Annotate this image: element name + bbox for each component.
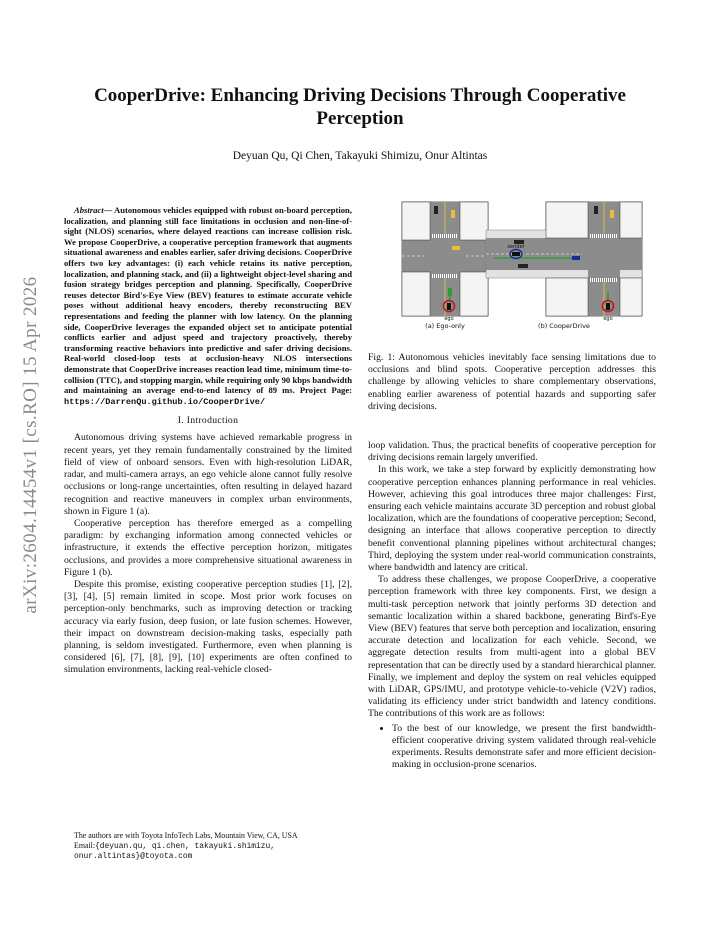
intro-paragraph: In this work, we take a step forward by explicitly demonstrating how cooperative perception enhances planning performance in real vehicles. However, achieving this goal introduces three major challenges: First, ensuring each vehicle maintains accurate 3D perception and robust global localization, which are the foundations of cooperative perception; Second, designing an interface that allows cooperative perception to directly benefit conventional planning pipelines without architectural changes; Third, deploying the system under real-world communication constraints, where bandwidth and latency are critical.: [368, 464, 656, 574]
panel-b-label: (b) CooperDrive: [538, 322, 590, 330]
panel-a-scene: [402, 202, 488, 322]
figure-1-image: [368, 198, 656, 348]
arxiv-sidebar: [20, 245, 42, 645]
footnote-email: [64, 841, 352, 862]
contribution-item: • To the best of our knowledge, we present the first bandwidth-efficient cooperative driving system validated through real-vehicle experiments. Results demonstrate safer and more efficient decision-making in occlusion-prone scenarios.: [392, 723, 656, 772]
panel-a-label: (a) Ego-only: [425, 322, 465, 330]
intro-paragraph: loop validation. Thus, the practical benefits of cooperative perception for driving decisions remain largely unverified.: [368, 440, 656, 464]
right-column: [368, 440, 656, 771]
footnote-email-addresses: {deyuan.qu, qi.chen, takayuki.shimizu, onur.altintas}@toyota.com: [74, 841, 275, 862]
footnote: [64, 831, 352, 862]
intro-paragraph: Autonomous driving systems have achieved remarkable progress in recent years, yet they remain fundamentally constrained by the limited field of view of onboard sensors. Even with high-resolution LiDAR, radar, and multi-camera arrays, an ego vehicle alone cannot fully resolve occlusions or long-range uncertainties, often resulting in delayed hazard recognition and reactive maneuvers in complex urban environments, shown in Figure 1 (a).: [64, 432, 352, 517]
contribution-list: [368, 723, 656, 772]
abstract-label: Abstract: [74, 205, 104, 215]
label-ego-b: ego: [603, 316, 613, 322]
figure-1-caption: Fig. 1: Autonomous vehicles inevitably face sensing limitations due to occlusions and blind spots. Cooperative perception addresses this challenge by allowing vehicles to share complementary observations, enabling earlier awareness of potential hazards and supporting safer driving decisions.: [368, 352, 656, 412]
intro-paragraph: To address these challenges, we propose CooperDrive, a cooperative perception framework with three key components. First, we design a multi-task perception network that jointly performs 3D detection and semantic localization within a shared backbone, generating Bird's-Eye View (BEV) features that serve both perception and localization, ensuring accurate detection and localization for each vehicle. Second, we aggregate detection results from multi-agent into a global BEV representation that can be directly used by a standard hierarchical planner. Finally, we implement and deploy the system on real vehicles equipped with LiDAR, GPS/IMU, and prototype vehicle-to-vehicle (V2V) radios, validating its efficiency under strict bandwidth and latency conditions. The contributions of this work are as follows:: [368, 574, 656, 720]
footnote-affiliation: The authors are with Toyota InfoTech Labs, Mountain View, CA, USA: [74, 831, 298, 840]
paper-authors: Deyuan Qu, Qi Chen, Takayuki Shimizu, Onur Altintas: [232, 150, 488, 162]
figure-1: [368, 198, 656, 348]
label-ego-a: ego: [444, 316, 454, 322]
intro-paragraph: Cooperative perception has therefore emerged as a compelling paradigm: by exchanging information among connected vehicles or infrastructure, it extends the effective perception horizon, mitigates occlusions, and provides a more comprehensive situational awareness in Figure 1 (b).: [64, 517, 352, 578]
left-column: [64, 205, 352, 677]
panel-b-scene: [486, 202, 642, 322]
project-page-link[interactable]: https://DarrenQu.github.io/CooperDrive/: [64, 396, 266, 407]
paper-title: CooperDrive: Enhancing Driving Decisions Through Cooperative Perception: [94, 85, 626, 129]
abstract-text: Autonomous vehicles equipped with robust on-board perception, localization, and planning still face limitations in occlusion and non-line-of-sight (NLOS) scenarios, where delayed reactions can increase collision risk. We propose CooperDrive, a cooperative perception framework that augments situational awareness and enables earlier, safer driving decisions. CooperDrive offers two key advantages: (i) each vehicle retains its native perception, localization, and planning stack, and (ii) a lightweight object-level sharing and fusion strategy bridges perception and planning. Specifically, CooperDrive reuses detector Bird's-Eye View (BEV) features to estimate accurate vehicle poses without additional heavy encoders, thereby reconstructing BEV representations and feeding the planner with low latency. On the planning side, CooperDrive leverages the expanded object set to anticipate potential conflicts earlier and adjust speed and trajectory proactively, thereby transforming reactive behaviors into predictive and safer driving decisions. Real-world closed-loop tests at occlusion-heavy NLOS intersections demonstrate that CooperDrive increases reaction lead time, minimum time-to-collision (TTC), and stopping margin, while requiring only 90 kbps bandwidth and maintaining an average end-to-end latency of 89 ms. Project Page:: [64, 205, 352, 396]
footnote-email-label: Email:: [74, 840, 96, 850]
label-sender: sender: [507, 244, 525, 250]
intro-paragraph: Despite this promise, existing cooperative perception studies [1], [2], [3], [4], [5] remain limited in scope. Most prior work focuses on perception-only benchmarks, such as improving detection or tracking accuracy via early fusion, deep fusion, or late fusion schemes. However, their impact on downstream decision-making tasks, especially path planning, is seldom investigated. Furthermore, even when planning is considered [6], [7], [8], [9], [10] experiments are often confined to simulation environments, lacking real-vehicle closed-: [64, 578, 352, 676]
arxiv-id: arXiv:2604.14454v1 [cs.RO] 15 Apr 2026: [20, 276, 41, 614]
abstract: Abstract— Autonomous vehicles equipped with robust on-board perception, localization, and planning still face limitations in occlusion and non-line-of-sight (NLOS) scenarios, where delayed reactions can increase collision risk. We propose CooperDrive, a cooperative perception framework that augments situational awareness and enables earlier, safer driving decisions. CooperDrive offers two key advantages: (i) each vehicle retains its native perception, localization, and planning stack, and (ii) a lightweight object-level sharing and fusion strategy bridges perception and planning. Specifically, CooperDrive reuses detector Bird's-Eye View (BEV) features to estimate accurate vehicle poses without additional heavy encoders, thereby reconstructing BEV representations and feeding the planner with low latency. On the planning side, CooperDrive leverages the expanded object set to anticipate potential conflicts earlier and adjust speed and trajectory proactively, thereby transforming reactive behaviors into predictive and safer driving decisions. Real-world closed-loop tests at occlusion-heavy NLOS intersections demonstrate that CooperDrive increases reaction lead time, minimum time-to-collision (TTC), and stopping margin, while requiring only 90 kbps bandwidth and maintaining an average end-to-end latency of 89 ms. Project Page: https://DarrenQu.github.io/CooperDrive/: [64, 205, 352, 407]
section-heading-introduction: I. Introduction: [177, 415, 239, 427]
